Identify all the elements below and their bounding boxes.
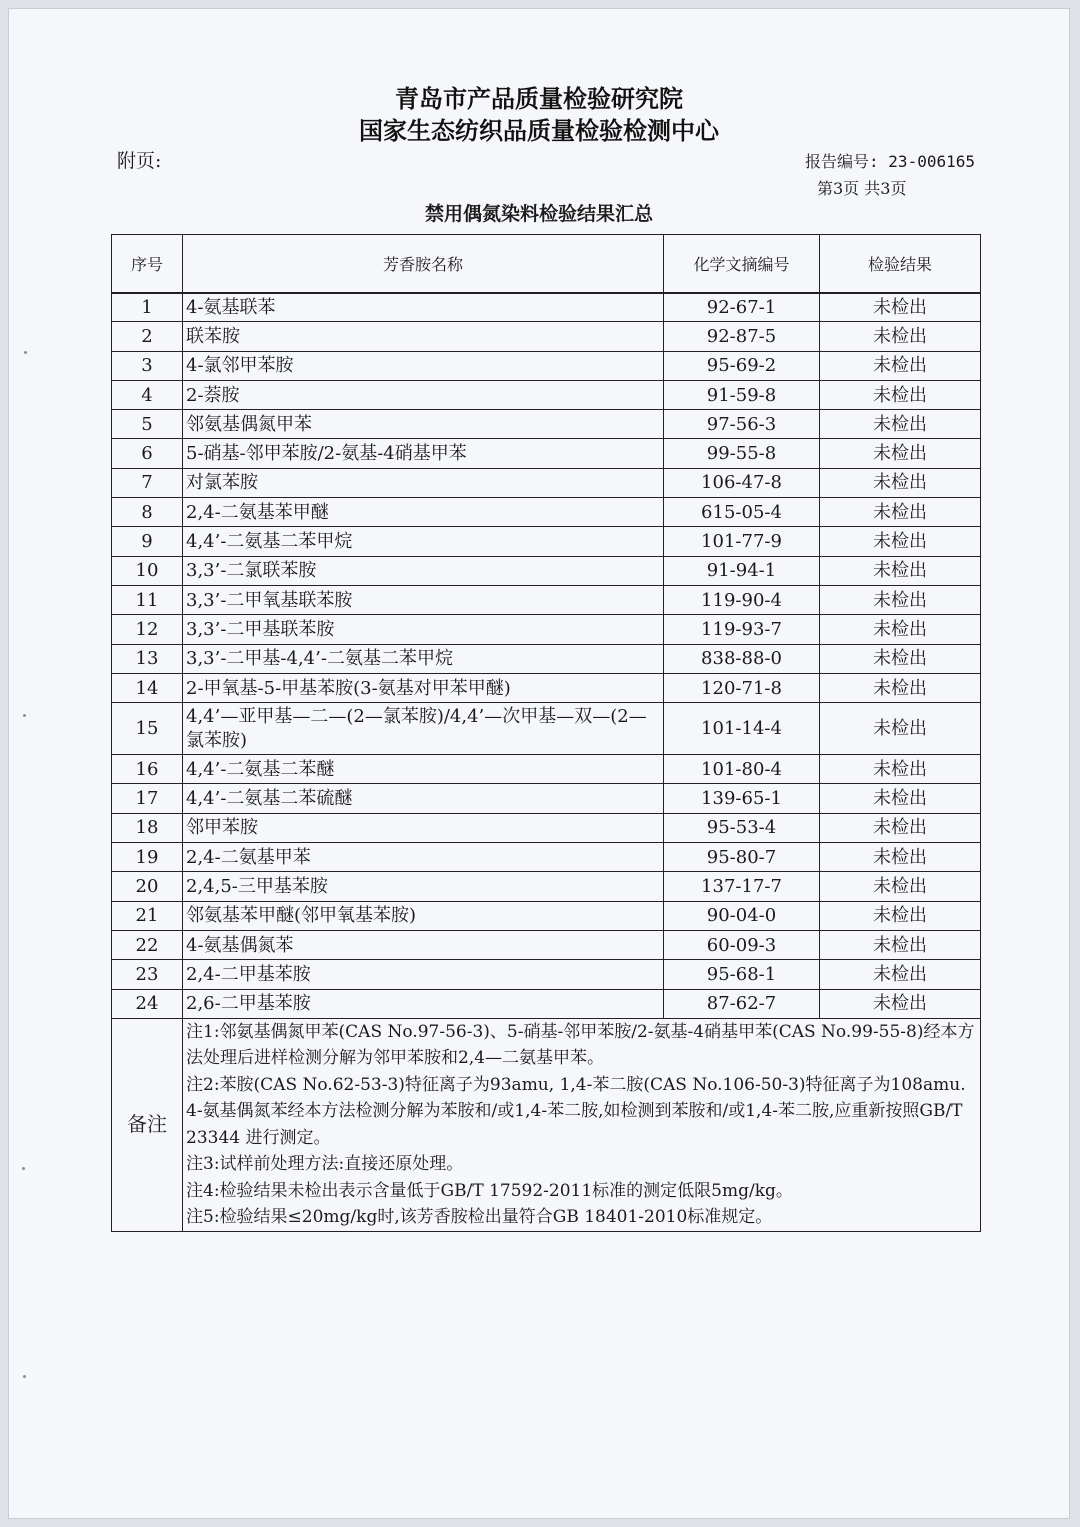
test-result: 未检出 <box>820 813 981 842</box>
test-result: 未检出 <box>820 585 981 614</box>
amine-name: 4-氨基偶氮苯 <box>183 930 664 959</box>
amine-name: 2-萘胺 <box>183 380 664 409</box>
table-row <box>112 498 981 527</box>
cas-number: 101-14-4 <box>664 703 820 755</box>
row-number: 18 <box>112 813 183 842</box>
amine-name: 3,3’-二甲基联苯胺 <box>183 615 664 644</box>
amine-name: 邻甲苯胺 <box>183 813 664 842</box>
test-result: 未检出 <box>820 556 981 585</box>
row-number: 11 <box>112 585 183 614</box>
amine-name: 联苯胺 <box>183 322 664 351</box>
test-result: 未检出 <box>820 755 981 784</box>
cas-number: 139-65-1 <box>664 784 820 813</box>
row-number: 17 <box>112 784 183 813</box>
note-1: 注1:邻氨基偶氮甲苯(CAS No.97-56-3)、5-硝基-邻甲苯胺/2-氨基-4硝基甲苯(CAS No.99-55-8)经本方法处理后进样检测分解为邻甲苯胺和2,4—二氨基甲苯。 <box>186 1021 975 1069</box>
table-row <box>112 322 981 351</box>
test-result: 未检出 <box>820 615 981 644</box>
row-number: 13 <box>112 644 183 673</box>
scan-speck <box>23 1375 26 1378</box>
cas-number: 91-94-1 <box>664 556 820 585</box>
cas-number: 60-09-3 <box>664 930 820 959</box>
test-result: 未检出 <box>820 439 981 468</box>
row-number: 9 <box>112 527 183 556</box>
cas-number: 137-17-7 <box>664 872 820 901</box>
table-body <box>112 293 981 1019</box>
test-result: 未检出 <box>820 380 981 409</box>
row-number: 6 <box>112 439 183 468</box>
cas-number: 95-68-1 <box>664 960 820 989</box>
test-result: 未检出 <box>820 989 981 1018</box>
report-number: 报告编号: 23-006165 <box>805 152 975 171</box>
cas-number: 119-93-7 <box>664 615 820 644</box>
results-table <box>111 234 981 1232</box>
amine-name: 邻氨基偶氮甲苯 <box>183 410 664 439</box>
cas-number: 615-05-4 <box>664 498 820 527</box>
cas-number: 106-47-8 <box>664 468 820 497</box>
test-result: 未检出 <box>820 872 981 901</box>
table-row <box>112 989 981 1018</box>
note-4: 注4:检验结果未检出表示含量低于GB/T 17592-2011标准的测定低限5mg/kg。 <box>186 1180 793 1201</box>
amine-name: 3,3’-二甲氧基联苯胺 <box>183 585 664 614</box>
table-row <box>112 901 981 930</box>
cas-number: 101-80-4 <box>664 755 820 784</box>
note-5: 注5:检验结果≤20mg/kg时,该芳香胺检出量符合GB 18401-2010标准规定。 <box>186 1207 773 1228</box>
row-number: 20 <box>112 872 183 901</box>
table-header-row <box>112 235 981 293</box>
notes-label: 备注 <box>112 1018 183 1231</box>
cas-number: 95-69-2 <box>664 351 820 380</box>
note-2: 注2:苯胺(CAS No.62-53-3)特征离子为93amu, 1,4-苯二胺(CAS No.106-50-3)特征离子为108amu. 4-氨基偶氮苯经本方法检测分解为苯胺和/或1,4-苯二胺,如检测到苯胺和/或1,4-苯二胺,应重新按照GB/T 23344 进行测定。 <box>186 1074 966 1148</box>
table-row <box>112 813 981 842</box>
amine-name: 对氯苯胺 <box>183 468 664 497</box>
table-row <box>112 644 981 673</box>
row-number: 5 <box>112 410 183 439</box>
cas-number: 97-56-3 <box>664 410 820 439</box>
test-result: 未检出 <box>820 703 981 755</box>
amine-name: 4-氨基联苯 <box>183 293 664 322</box>
notes-cell <box>183 1018 981 1231</box>
table-row <box>112 468 981 497</box>
col-header-result: 检验结果 <box>820 235 981 293</box>
row-number: 10 <box>112 556 183 585</box>
cas-number: 87-62-7 <box>664 989 820 1018</box>
col-header-no: 序号 <box>112 235 183 293</box>
amine-name: 5-硝基-邻甲苯胺/2-氨基-4硝基甲苯 <box>183 439 664 468</box>
amine-name: 2,4-二甲基苯胺 <box>183 960 664 989</box>
amine-name: 3,3’-二氯联苯胺 <box>183 556 664 585</box>
table-row <box>112 673 981 702</box>
scan-speck <box>23 714 26 717</box>
row-number: 4 <box>112 380 183 409</box>
test-result: 未检出 <box>820 351 981 380</box>
amine-name: 4-氯邻甲苯胺 <box>183 351 664 380</box>
row-number: 3 <box>112 351 183 380</box>
test-result: 未检出 <box>820 673 981 702</box>
cas-number: 92-67-1 <box>664 293 820 322</box>
table-row <box>112 410 981 439</box>
row-number: 14 <box>112 673 183 702</box>
table-row <box>112 585 981 614</box>
amine-name: 2,4-二氨基甲苯 <box>183 843 664 872</box>
row-number: 1 <box>112 293 183 322</box>
table-row <box>112 615 981 644</box>
cas-number: 101-77-9 <box>664 527 820 556</box>
table-row <box>112 556 981 585</box>
table-row <box>112 351 981 380</box>
amine-name: 4,4’—亚甲基—二—(2—氯苯胺)/4,4’—次甲基—双—(2—氯苯胺) <box>183 703 664 755</box>
table-row <box>112 755 981 784</box>
test-result: 未检出 <box>820 498 981 527</box>
row-number: 24 <box>112 989 183 1018</box>
table-row <box>112 872 981 901</box>
test-result: 未检出 <box>820 293 981 322</box>
amine-name: 4,4’-二氨基二苯硫醚 <box>183 784 664 813</box>
table-row <box>112 930 981 959</box>
row-number: 21 <box>112 901 183 930</box>
amine-name: 3,3’-二甲基-4,4’-二氨基二苯甲烷 <box>183 644 664 673</box>
cas-number: 119-90-4 <box>664 585 820 614</box>
cas-number: 95-53-4 <box>664 813 820 842</box>
page-info: 第3页 共3页 <box>817 179 907 198</box>
cas-number: 90-04-0 <box>664 901 820 930</box>
table-title: 禁用偶氮染料检验结果汇总 <box>424 203 653 225</box>
row-number: 8 <box>112 498 183 527</box>
test-result: 未检出 <box>820 843 981 872</box>
report-page <box>8 8 1070 1519</box>
cas-number: 95-80-7 <box>664 843 820 872</box>
test-result: 未检出 <box>820 322 981 351</box>
cas-number: 120-71-8 <box>664 673 820 702</box>
scan-speck <box>24 351 27 354</box>
institute-name: 青岛市产品质量检验研究院 <box>395 85 683 113</box>
center-name: 国家生态纺织品质量检验检测中心 <box>359 117 719 145</box>
row-number: 16 <box>112 755 183 784</box>
test-result: 未检出 <box>820 410 981 439</box>
test-result: 未检出 <box>820 527 981 556</box>
table-row <box>112 293 981 322</box>
amine-name: 2-甲氧基-5-甲基苯胺(3-氨基对甲苯甲醚) <box>183 673 664 702</box>
amine-name: 4,4’-二氨基二苯醚 <box>183 755 664 784</box>
test-result: 未检出 <box>820 960 981 989</box>
table-row <box>112 703 981 755</box>
col-header-cas: 化学文摘编号 <box>664 235 820 293</box>
cas-number: 99-55-8 <box>664 439 820 468</box>
row-number: 7 <box>112 468 183 497</box>
test-result: 未检出 <box>820 784 981 813</box>
cas-number: 92-87-5 <box>664 322 820 351</box>
table-row <box>112 527 981 556</box>
row-number: 22 <box>112 930 183 959</box>
test-result: 未检出 <box>820 930 981 959</box>
table-row <box>112 380 981 409</box>
scan-speck <box>22 1167 25 1170</box>
table-row <box>112 784 981 813</box>
amine-name: 2,4,5-三甲基苯胺 <box>183 872 664 901</box>
table-row <box>112 960 981 989</box>
row-number: 12 <box>112 615 183 644</box>
note-3: 注3:试样前处理方法:直接还原处理。 <box>186 1154 464 1175</box>
row-number: 23 <box>112 960 183 989</box>
test-result: 未检出 <box>820 901 981 930</box>
table-row <box>112 843 981 872</box>
test-result: 未检出 <box>820 468 981 497</box>
cas-number: 91-59-8 <box>664 380 820 409</box>
amine-name: 2,6-二甲基苯胺 <box>183 989 664 1018</box>
row-number: 19 <box>112 843 183 872</box>
amine-name: 2,4-二氨基苯甲醚 <box>183 498 664 527</box>
row-number: 15 <box>112 703 183 755</box>
cas-number: 838-88-0 <box>664 644 820 673</box>
col-header-name: 芳香胺名称 <box>183 235 664 293</box>
row-number: 2 <box>112 322 183 351</box>
attachment-label: 附页: <box>117 150 162 172</box>
table-row <box>112 439 981 468</box>
amine-name: 邻氨基苯甲醚(邻甲氧基苯胺) <box>183 901 664 930</box>
notes-row <box>112 1018 981 1231</box>
amine-name: 4,4’-二氨基二苯甲烷 <box>183 527 664 556</box>
test-result: 未检出 <box>820 644 981 673</box>
